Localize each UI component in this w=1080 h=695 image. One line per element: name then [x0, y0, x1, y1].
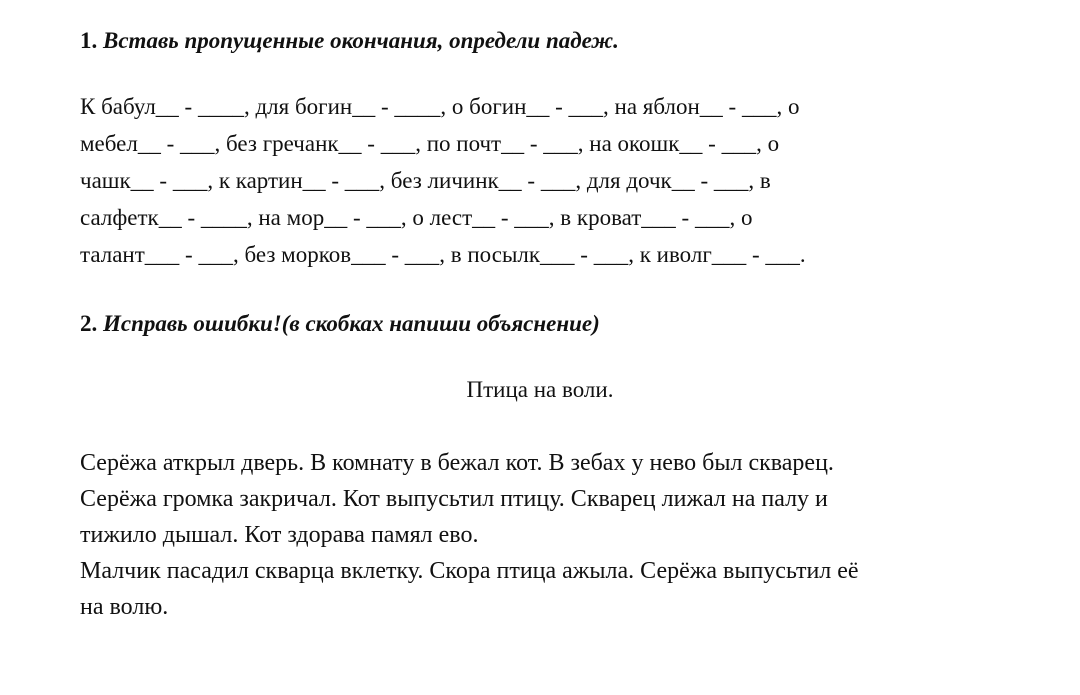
exercise-line: чашк__ - ___, к картин__ - ___, без личинк__ - ___, для дочк__ - ___, в: [80, 168, 771, 193]
task-1-number: 1.: [80, 28, 98, 53]
task-2-number: 2.: [80, 311, 98, 336]
task-1-heading: [80, 27, 619, 55]
exercise-line: К бабул__ - ____, для богин__ - ____, о богин__ - ___, на яблон__ - ___, о: [80, 94, 800, 119]
story-line: на волю.: [80, 594, 169, 620]
exercise-line: талант___ - ___, без морков___ - ___, в посылк___ - ___, к иволг___ - ___.: [80, 242, 806, 267]
task-2-instruction: Исправь ошибки!(в скобках напиши объяснение): [103, 311, 600, 336]
story-line: Серёжа аткрыл дверь. В комнату в бежал кот. В зебах у нево был скварец.: [80, 450, 834, 476]
task-2-heading: [80, 310, 600, 338]
exercise-line: мебел__ - ___, без гречанк__ - ___, по почт__ - ___, на окошк__ - ___, о: [80, 131, 780, 156]
story-line: Серёжа громка закричал. Кот выпусьтил птицу. Скварец лижал на палу и: [80, 486, 828, 512]
task-1-instruction: Вставь пропущенные окончания, определи падеж.: [103, 28, 619, 53]
story-title: Птица на воли.: [466, 377, 614, 402]
story-line: Малчик пасадил скварца вклетку. Скора птица ажыла. Серёжа выпусьтил её: [80, 558, 859, 584]
story-line: тижило дышал. Кот здорава памял ево.: [80, 522, 479, 548]
exercise-line: салфетк__ - ____, на мор__ - ___, о лест__ - ___, в кроват___ - ___, о: [80, 205, 753, 230]
